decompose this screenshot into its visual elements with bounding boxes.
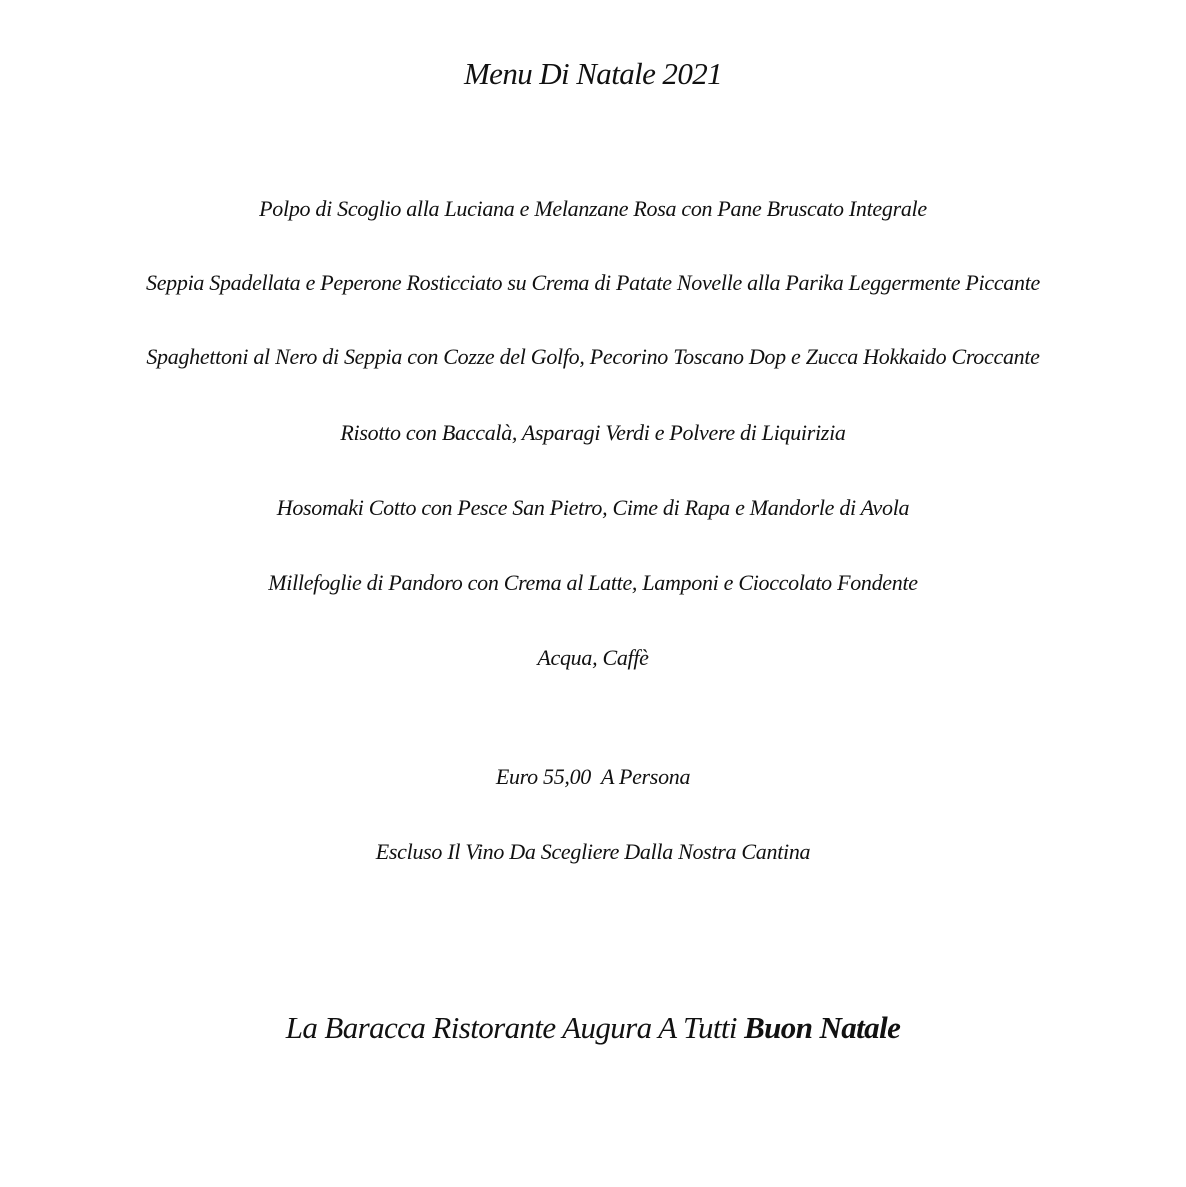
greeting-text: La Baracca Ristorante Augura A Tutti (285, 1010, 745, 1045)
dish-item-6: Millefoglie di Pandoro con Crema al Latte, Lamponi e Cioccolato Fondente (268, 570, 918, 595)
greeting-emphasis: Buon Natale (744, 1010, 901, 1045)
price-line: Euro 55,00 A Persona (495, 764, 691, 789)
dish-item-7: Acqua, Caffè (537, 645, 649, 670)
wine-note: Escluso Il Vino Da Scegliere Dalla Nostra Cantina (375, 839, 811, 864)
dish-item-5: Hosomaki Cotto con Pesce San Pietro, Cime di Rapa e Mandorle di Avola (276, 495, 910, 520)
greeting-line (0, 1010, 1186, 1046)
dish-item-4: Risotto con Baccalà, Asparagi Verdi e Polvere di Liquirizia (340, 420, 846, 445)
menu-title: Menu Di Natale 2021 (463, 56, 723, 91)
dish-item-3: Spaghettoni al Nero di Seppia con Cozze del Golfo, Pecorino Toscano Dop e Zucca Hokkaido Croccante (146, 344, 1040, 369)
dish-item-2: Seppia Spadellata e Peperone Rosticciato su Crema di Patate Novelle alla Parika Leggermente Piccante (146, 270, 1040, 295)
dish-item-1: Polpo di Scoglio alla Luciana e Melanzane Rosa con Pane Bruscato Integrale (259, 196, 927, 221)
